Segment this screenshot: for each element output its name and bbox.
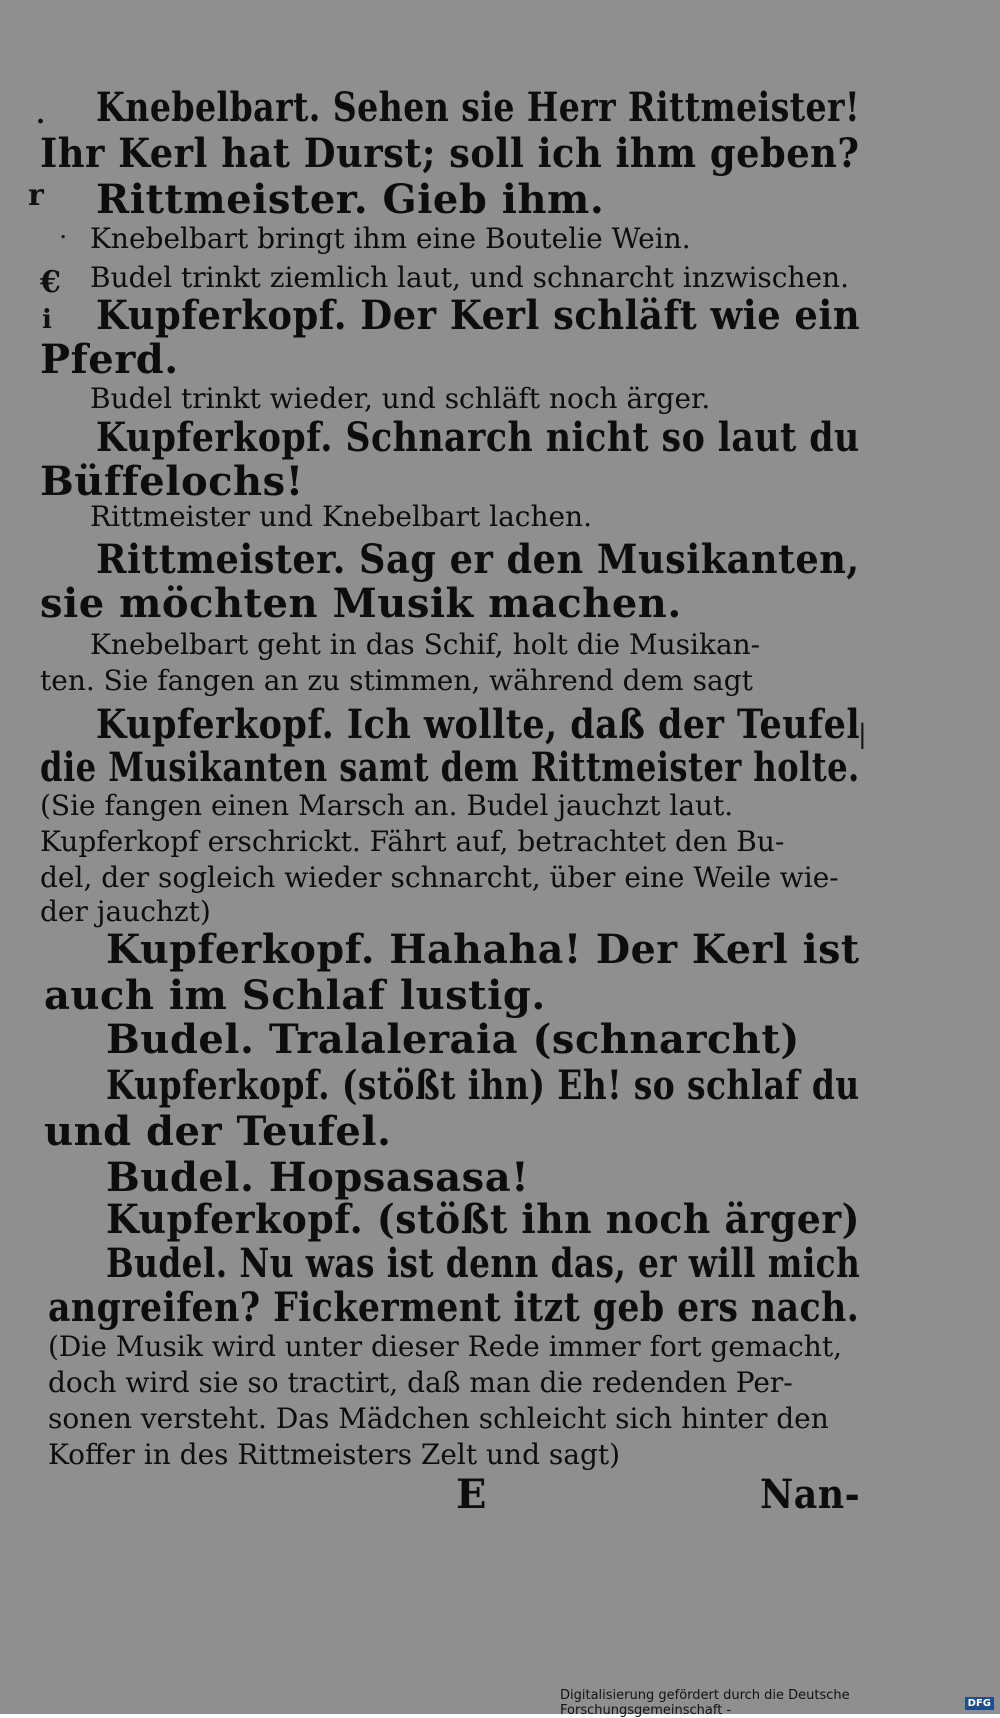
text-line: del, der sogleich wieder schnarcht, über eine Weile wie- xyxy=(40,861,839,894)
text-line: (Die Musik wird unter dieser Rede immer fort gemacht, xyxy=(48,1330,842,1363)
text-line: sonen versteht. Das Mädchen schleicht sich hinter den xyxy=(48,1402,829,1435)
text-line: Budel. Tralaleraia (schnarcht) xyxy=(106,1016,800,1063)
footer-text: Digitalisierung gefördert durch die Deutsche Forschungsgemeinschaft - xyxy=(560,1688,850,1718)
text-line: Budel trinkt wieder, und schläft noch ärger. xyxy=(90,382,711,415)
text-line: Kupferkopf erschrickt. Fährt auf, betrachtet den Bu- xyxy=(40,825,785,858)
signature-mark: E xyxy=(456,1471,487,1518)
text-line: Kupferkopf. Ich wollte, daß der Teufel xyxy=(96,701,861,748)
text-line: Rittmeister. Gieb ihm. xyxy=(96,176,605,223)
text-line: Knebelbart. Sehen sie Herr Rittmeister! xyxy=(96,84,860,131)
text-line: Budel. Nu was ist denn das, er will mich xyxy=(106,1240,861,1287)
dfg-logo-icon: DFG xyxy=(965,1697,994,1710)
margin-mark: . xyxy=(60,222,67,243)
margin-mark: € xyxy=(40,265,61,300)
text-line: Knebelbart bringt ihm eine Boutelie Wein. xyxy=(90,222,691,255)
text-line: angreifen? Fickerment itzt geb ers nach. xyxy=(48,1284,860,1331)
text-line: Kupferkopf. Der Kerl schläft wie ein xyxy=(96,292,861,339)
text-line: Rittmeister und Knebelbart lachen. xyxy=(90,500,592,533)
margin-mark: | xyxy=(858,720,867,750)
text-line: Pferd. xyxy=(40,336,179,383)
digitization-footer xyxy=(560,1688,1000,1718)
text-line: Kupferkopf. (stößt ihn) Eh! so schlaf du xyxy=(106,1062,860,1109)
text-line: (Sie fangen einen Marsch an. Budel jauchzt laut. xyxy=(40,789,734,822)
text-line: auch im Schlaf lustig. xyxy=(44,972,546,1019)
text-line: und der Teufel. xyxy=(44,1108,392,1155)
margin-mark: i xyxy=(42,305,52,335)
text-line: Budel trinkt ziemlich laut, und schnarcht inzwischen. xyxy=(90,261,849,294)
margin-mark: r xyxy=(28,178,44,213)
text-line: Ihr Kerl hat Durst; soll ich ihm geben? xyxy=(40,130,860,177)
catchword: Nan- xyxy=(760,1471,861,1518)
text-line: Koffer in des Rittmeisters Zelt und sagt) xyxy=(48,1438,621,1471)
text-line: Kupferkopf. (stößt ihn noch ärger) xyxy=(106,1196,861,1243)
text-line: Knebelbart geht in das Schif, holt die Musikan- xyxy=(90,628,761,661)
text-line: der jauchzt) xyxy=(40,895,211,928)
text-line: Budel. Hopsasasa! xyxy=(106,1154,530,1201)
text-line: Büffelochs! xyxy=(40,458,304,505)
margin-mark: . xyxy=(36,100,46,130)
text-line: Kupferkopf. Hahaha! Der Kerl ist xyxy=(106,926,860,973)
text-line: Rittmeister. Sag er den Musikanten, xyxy=(96,536,860,583)
text-line: sie möchten Musik machen. xyxy=(40,580,682,627)
text-line: doch wird sie so tractirt, daß man die redenden Per- xyxy=(48,1366,793,1399)
text-line: Kupferkopf. Schnarch nicht so laut du xyxy=(96,414,860,461)
text-line: die Musikanten samt dem Rittmeister holte. xyxy=(40,744,860,791)
text-line: ten. Sie fangen an zu stimmen, während dem sagt xyxy=(40,664,753,697)
